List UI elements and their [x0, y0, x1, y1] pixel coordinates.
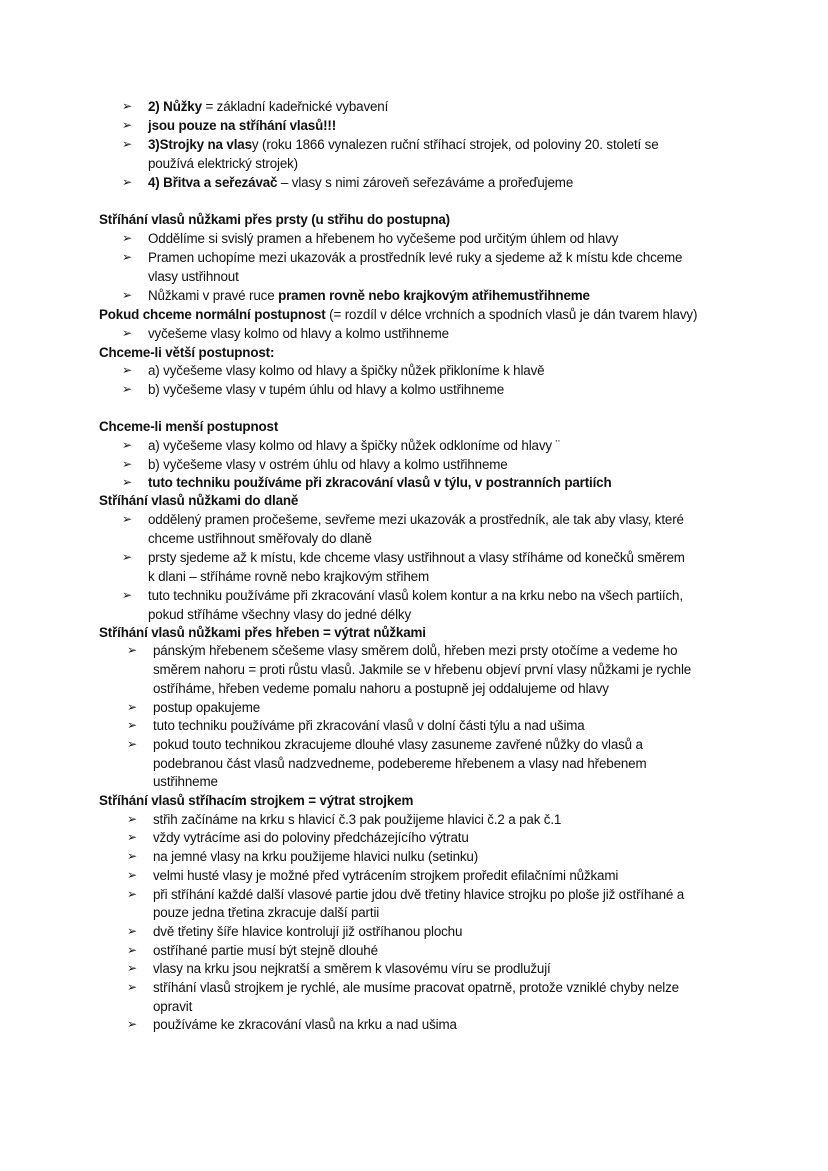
list-item-continuation: chceme ustřihnout směřovaly do dlaně — [148, 531, 372, 546]
section-heading: Stříhání vlasů nůžkami přes prsty (u střihu do postupna) — [99, 212, 450, 227]
arrow-bullet-icon: ➢ — [122, 118, 133, 132]
arrow-bullet-icon: ➢ — [127, 1017, 138, 1031]
arrow-bullet-icon: ➢ — [122, 363, 133, 377]
arrow-bullet-icon: ➢ — [127, 737, 138, 751]
list-item: na jemné vlasy na krku použijeme hlavici nulku (setinku) — [153, 849, 479, 864]
arrow-bullet-icon: ➢ — [122, 382, 133, 396]
list-item-continuation: podebranou část vlasů nadzvedneme, podebereme hřebenem a vlasy nad hřebenem — [153, 756, 647, 771]
section-heading: Stříhání vlasů nůžkami do dlaně — [99, 493, 299, 508]
arrow-bullet-icon: ➢ — [122, 512, 133, 526]
arrow-bullet-icon: ➢ — [127, 849, 138, 863]
arrow-bullet-icon: ➢ — [127, 812, 138, 826]
arrow-bullet-icon: ➢ — [127, 700, 138, 714]
arrow-bullet-icon: ➢ — [127, 980, 138, 994]
list-item-continuation: pouze jedna třetina zkracuje další partii — [153, 905, 380, 920]
arrow-bullet-icon: ➢ — [122, 550, 133, 564]
arrow-bullet-icon: ➢ — [127, 830, 138, 844]
arrow-bullet-icon: ➢ — [122, 175, 133, 189]
arrow-bullet-icon: ➢ — [122, 457, 133, 471]
section-heading: Chceme-li menší postupnost — [99, 419, 279, 434]
list-item-continuation: směrem nahoru = proti růstu vlasů. Jakmile se v hřebenu objeví první vlasy nůžkami je rychle — [153, 662, 692, 677]
list-item: Pramen uchopíme mezi ukazovák a prostředník levé ruky a sjedeme až k místu kde chceme — [148, 250, 683, 265]
arrow-bullet-icon: ➢ — [122, 588, 133, 602]
list-item: používáme ke zkracování vlasů na krku a nad ušima — [153, 1017, 457, 1032]
arrow-bullet-icon: ➢ — [122, 288, 133, 302]
list-item: velmi husté vlasy je možné před vytrácením strojkem proředit efilačními nůžkami — [153, 868, 619, 883]
list-item: oddělený pramen pročešeme, sevřeme mezi ukazovák a prostředník, ale tak aby vlasy, které — [148, 512, 684, 527]
arrow-bullet-icon: ➢ — [127, 718, 138, 732]
list-item: vždy vytrácíme asi do poloviny předcházejícího výtratu — [153, 830, 469, 845]
list-item: Oddělíme si svislý pramen a hřebenem ho vyčešeme pod určitým úhlem od hlavy — [148, 231, 619, 246]
arrow-bullet-icon: ➢ — [122, 438, 133, 452]
list-item: při stříhání každé další vlasové partie jdou dvě třetiny hlavice strojku po ploše již ostříhané a — [153, 887, 685, 902]
list-item-continuation: opravit — [153, 999, 193, 1014]
list-item: jsou pouze na stříhání vlasů!!! — [148, 118, 337, 133]
list-item: tuto techniku používáme při zkracování vlasů v dolní části týlu a nad ušima — [153, 718, 585, 733]
list-item: střih začínáme na krku s hlavicí č.3 pak použijeme hlavici č.2 a pak č.1 — [153, 812, 562, 827]
list-item-continuation: používá elektrický strojek) — [148, 156, 298, 171]
arrow-bullet-icon: ➢ — [127, 961, 138, 975]
list-item: vyčešeme vlasy kolmo od hlavy a kolmo ustřihneme — [148, 326, 449, 341]
arrow-bullet-icon: ➢ — [127, 643, 138, 657]
section-heading: Stříhání vlasů nůžkami přes hřeben = výtrat nůžkami — [99, 625, 426, 640]
list-item: 4) Břitva a seřezávač – vlasy s nimi zároveň seřezáváme a prořeďujeme — [148, 175, 574, 190]
arrow-bullet-icon: ➢ — [122, 231, 133, 245]
list-item: a) vyčešeme vlasy kolmo od hlavy a špičky nůžek přikloníme k hlavě — [148, 363, 545, 378]
arrow-bullet-icon: ➢ — [127, 943, 138, 957]
list-item-continuation: vlasy ustřihnout — [148, 269, 239, 284]
list-item: b) vyčešeme vlasy v ostrém úhlu od hlavy a kolmo ustřihneme — [148, 457, 508, 472]
list-item: vlasy na krku jsou nejkratší a směrem k vlasovému víru se prodlužují — [153, 961, 551, 976]
list-item: 2) Nůžky = základní kadeřnické vybavení — [148, 99, 389, 114]
list-item: a) vyčešeme vlasy kolmo od hlavy a špičky nůžek odkloníme od hlavy ¨ — [148, 438, 560, 453]
arrow-bullet-icon: ➢ — [127, 924, 138, 938]
section-heading: Stříhání vlasů stříhacím strojkem = výtrat strojkem — [99, 793, 414, 808]
list-item: Nůžkami v pravé ruce pramen rovně nebo krajkovým atřihemustřihneme — [148, 288, 590, 303]
list-item: dvě třetiny šíře hlavice kontrolují již ostříhanou plochu — [153, 924, 463, 939]
arrow-bullet-icon: ➢ — [122, 326, 133, 340]
list-item: pokud touto technikou zkracujeme dlouhé vlasy zasuneme zavřené nůžky do vlasů a — [153, 737, 643, 752]
section-heading: Pokud chceme normální postupnost (= rozdíl v délce vrchních a spodních vlasů je dán tvarem hlavy) — [99, 307, 698, 322]
arrow-bullet-icon: ➢ — [122, 99, 133, 113]
section-heading: Chceme-li větší postupnost: — [99, 345, 275, 360]
list-item-continuation: pokud stříháme všechny vlasy do jedné délky — [148, 607, 411, 622]
arrow-bullet-icon: ➢ — [122, 475, 133, 489]
list-item: postup opakujeme — [153, 700, 261, 715]
list-item: ostříhané partie musí být stejně dlouhé — [153, 943, 378, 958]
list-item: stříhání vlasů strojkem je rychlé, ale musíme pracovat opatrně, protože vzniklé chyby nelze — [153, 980, 679, 995]
list-item-continuation: k dlani – stříháme rovně nebo krajkovým střihem — [148, 569, 429, 584]
arrow-bullet-icon: ➢ — [127, 887, 138, 901]
list-item-continuation: ostříháme, hřeben vedeme pomalu nahoru a postupně jej oddalujeme od hlavy — [153, 681, 609, 696]
list-item: tuto techniku používáme při zkracování vlasů kolem kontur a na krku nebo na všech partiích, — [148, 588, 683, 603]
list-item: 3)Strojky na vlasy (roku 1866 vynalezen ruční stříhací strojek, od poloviny 20. století se — [148, 137, 659, 152]
list-item: pánským hřebenem sčešeme vlasy směrem dolů, hřeben mezi prsty otočíme a vedeme ho — [153, 643, 678, 658]
arrow-bullet-icon: ➢ — [122, 137, 133, 151]
arrow-bullet-icon: ➢ — [122, 250, 133, 264]
arrow-bullet-icon: ➢ — [127, 868, 138, 882]
list-item: prsty sjedeme až k místu, kde chceme vlasy ustřihnout a vlasy stříháme od konečků směrem — [148, 550, 685, 565]
list-item: b) vyčešeme vlasy v tupém úhlu od hlavy a kolmo ustřihneme — [148, 382, 504, 397]
list-item: tuto techniku používáme při zkracování vlasů v týlu, v postranních partiích — [148, 475, 612, 490]
list-item-continuation: ustřihneme — [153, 774, 218, 789]
